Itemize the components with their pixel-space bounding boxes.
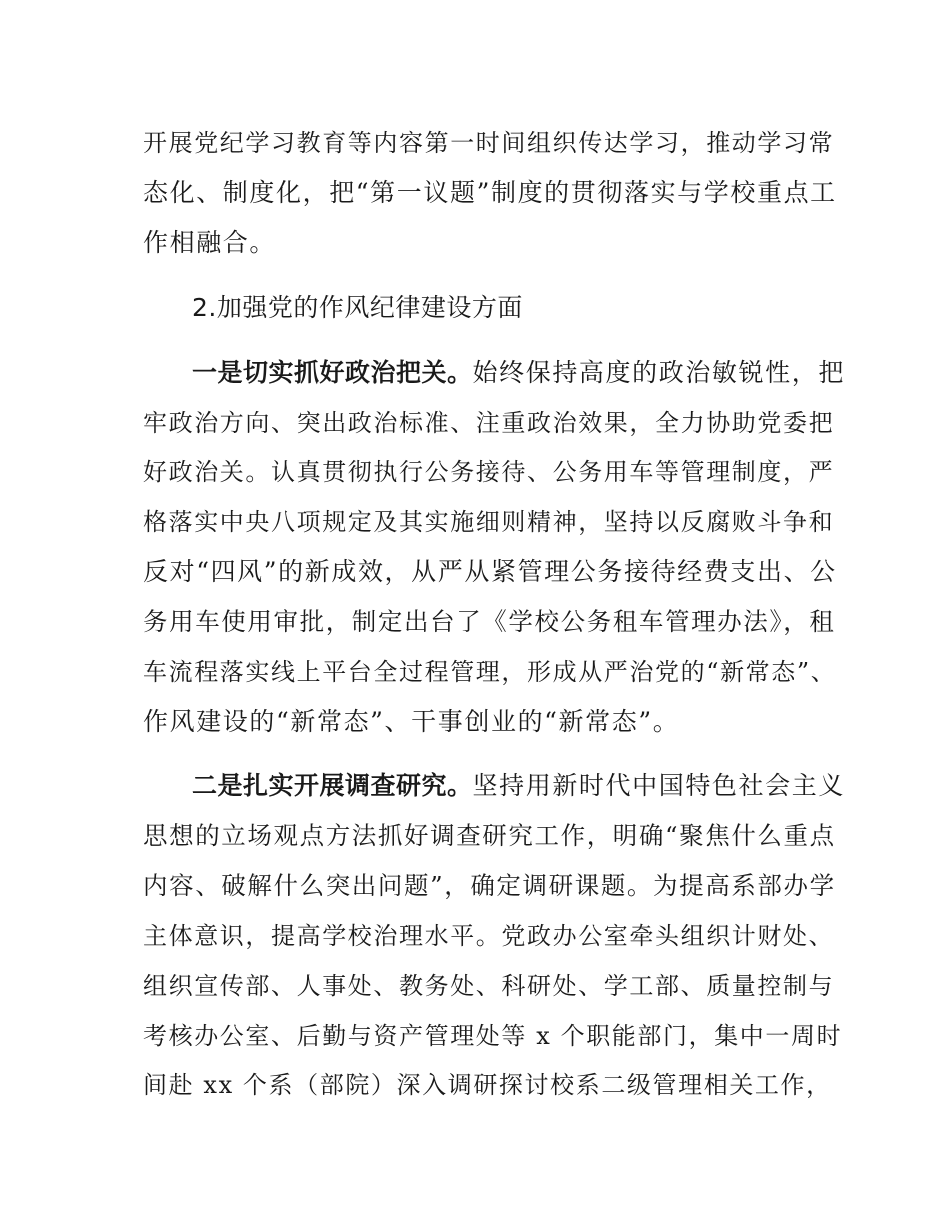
paragraph-2-lead: 一是切实抓好政治把关。 [192,358,473,387]
paragraph-2-line-8: 作风建设的“新常态”、干事创业的“新常态”。 [143,707,680,736]
paragraph-1-line-3: 作相融合。 [143,228,277,257]
paragraph-2-line-4: 格落实中央八项规定及其实施细则精神，坚持以反腐败斗争和 [143,508,835,536]
paragraph-3-line-1-text: 坚持用新时代中国特色社会主义 [472,771,845,800]
paragraph-2-line-2: 牢政治方向、突出政治标准、注重政治效果，全力协助党委把 [143,409,835,437]
paragraph-3-line-6: 考核办公室、后勤与资产管理处等 x 个职能部门，集中一周时 [143,1022,843,1050]
paragraph-2-line-6: 务用车使用审批，制定出台了《学校公务租车管理办法》，租 [143,607,836,636]
paragraph-3-lead: 二是扎实开展调查研究。 [192,771,473,800]
paragraph-2-line-5: 反对“四风”的新成效，从严从紧管理公务接待经费支出、公 [143,557,837,586]
paragraph-1-line-1: 开展党纪学习教育等内容第一时间组织传达学习，推动学习常 [143,129,835,157]
paragraph-3-line-4: 主体意识，提高学校治理水平。党政办公室牵头组织计财处、 [143,922,835,950]
paragraph-2-line-7: 车流程落实线上平台全过程管理，形成从严治党的“新常态”、 [143,658,837,686]
paragraph-3-line-1 [192,771,872,801]
paragraph-2-line-1-text: 始终保持高度的政治敏锐性，把 [472,358,845,387]
paragraph-3-line-5: 组织宣传部、人事处、教务处、科研处、学工部、质量控制与 [143,972,835,1000]
paragraph-2-line-1 [192,358,872,388]
paragraph-3-line-2: 思想的立场观点方法抓好调查研究工作，明确“聚焦什么重点 [143,821,836,850]
paragraph-2-line-3: 好政治关。认真贯彻执行公务接待、公务用车等管理制度，严 [143,458,835,486]
paragraph-3-line-3: 内容、破解什么突出问题”，确定调研课题。为提高系部办学 [143,871,836,900]
section-heading: 2.加强党的作风纪律建设方面 [192,293,523,322]
paragraph-1-line-2: 态化、制度化，把“第一议题”制度的贯彻落实与学校重点工 [143,178,837,207]
paragraph-3-line-7: 间赴 xx 个系（部院）深入调研探讨校系二级管理相关工作， [143,1071,832,1099]
